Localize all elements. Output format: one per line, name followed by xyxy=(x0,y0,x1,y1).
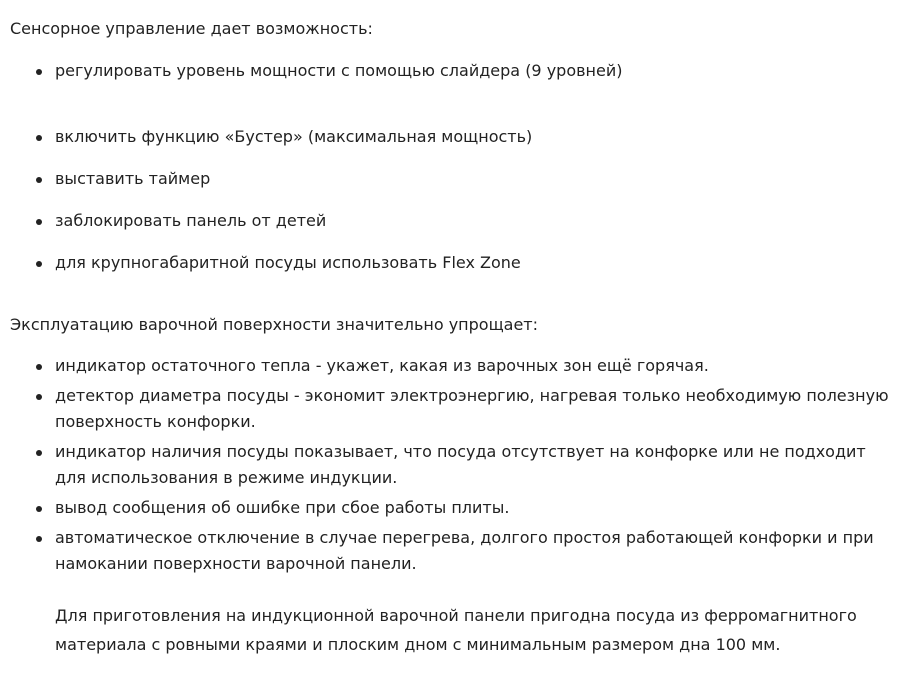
intro-touch-control: Сенсорное управление дает возможность: xyxy=(10,19,373,38)
list-item: для крупногабаритной посуды использовать Flex Zone xyxy=(0,250,905,276)
list-item: выставить таймер xyxy=(0,166,905,192)
touch-features-list xyxy=(0,58,905,292)
list-item: автоматическое отключение в случае перегрева, долгого простоя работающей конфорки и при намокании поверхности варочной панели. xyxy=(0,525,895,577)
list-item: вывод сообщения об ошибке при сбое работы плиты. xyxy=(0,495,895,521)
list-item: детектор диаметра посуды - экономит электроэнергию, нагревая только необходимую полезную поверхность конфорки. xyxy=(0,383,895,435)
intro-operation: Эксплуатацию варочной поверхности значительно упрощает: xyxy=(10,315,539,334)
list-item: включить функцию «Бустер» (максимальная мощность) xyxy=(0,124,905,150)
list-item: индикатор остаточного тепла - укажет, какая из варочных зон ещё горячая. xyxy=(0,353,895,379)
operation-features-list xyxy=(0,353,905,581)
cookware-note: Для приготовления на индукционной варочной панели пригодна посуда из ферромагнитного материала с ровными краями и плоским дном с минимальным размером дна 100 мм. xyxy=(55,606,857,654)
list-item: заблокировать панель от детей xyxy=(0,208,905,234)
list-item: регулировать уровень мощности с помощью слайдера (9 уровней) xyxy=(0,58,905,84)
list-item: индикатор наличия посуды показывает, что посуда отсутствует на конфорке или не подходит для использования в режиме индукции. xyxy=(0,439,895,491)
